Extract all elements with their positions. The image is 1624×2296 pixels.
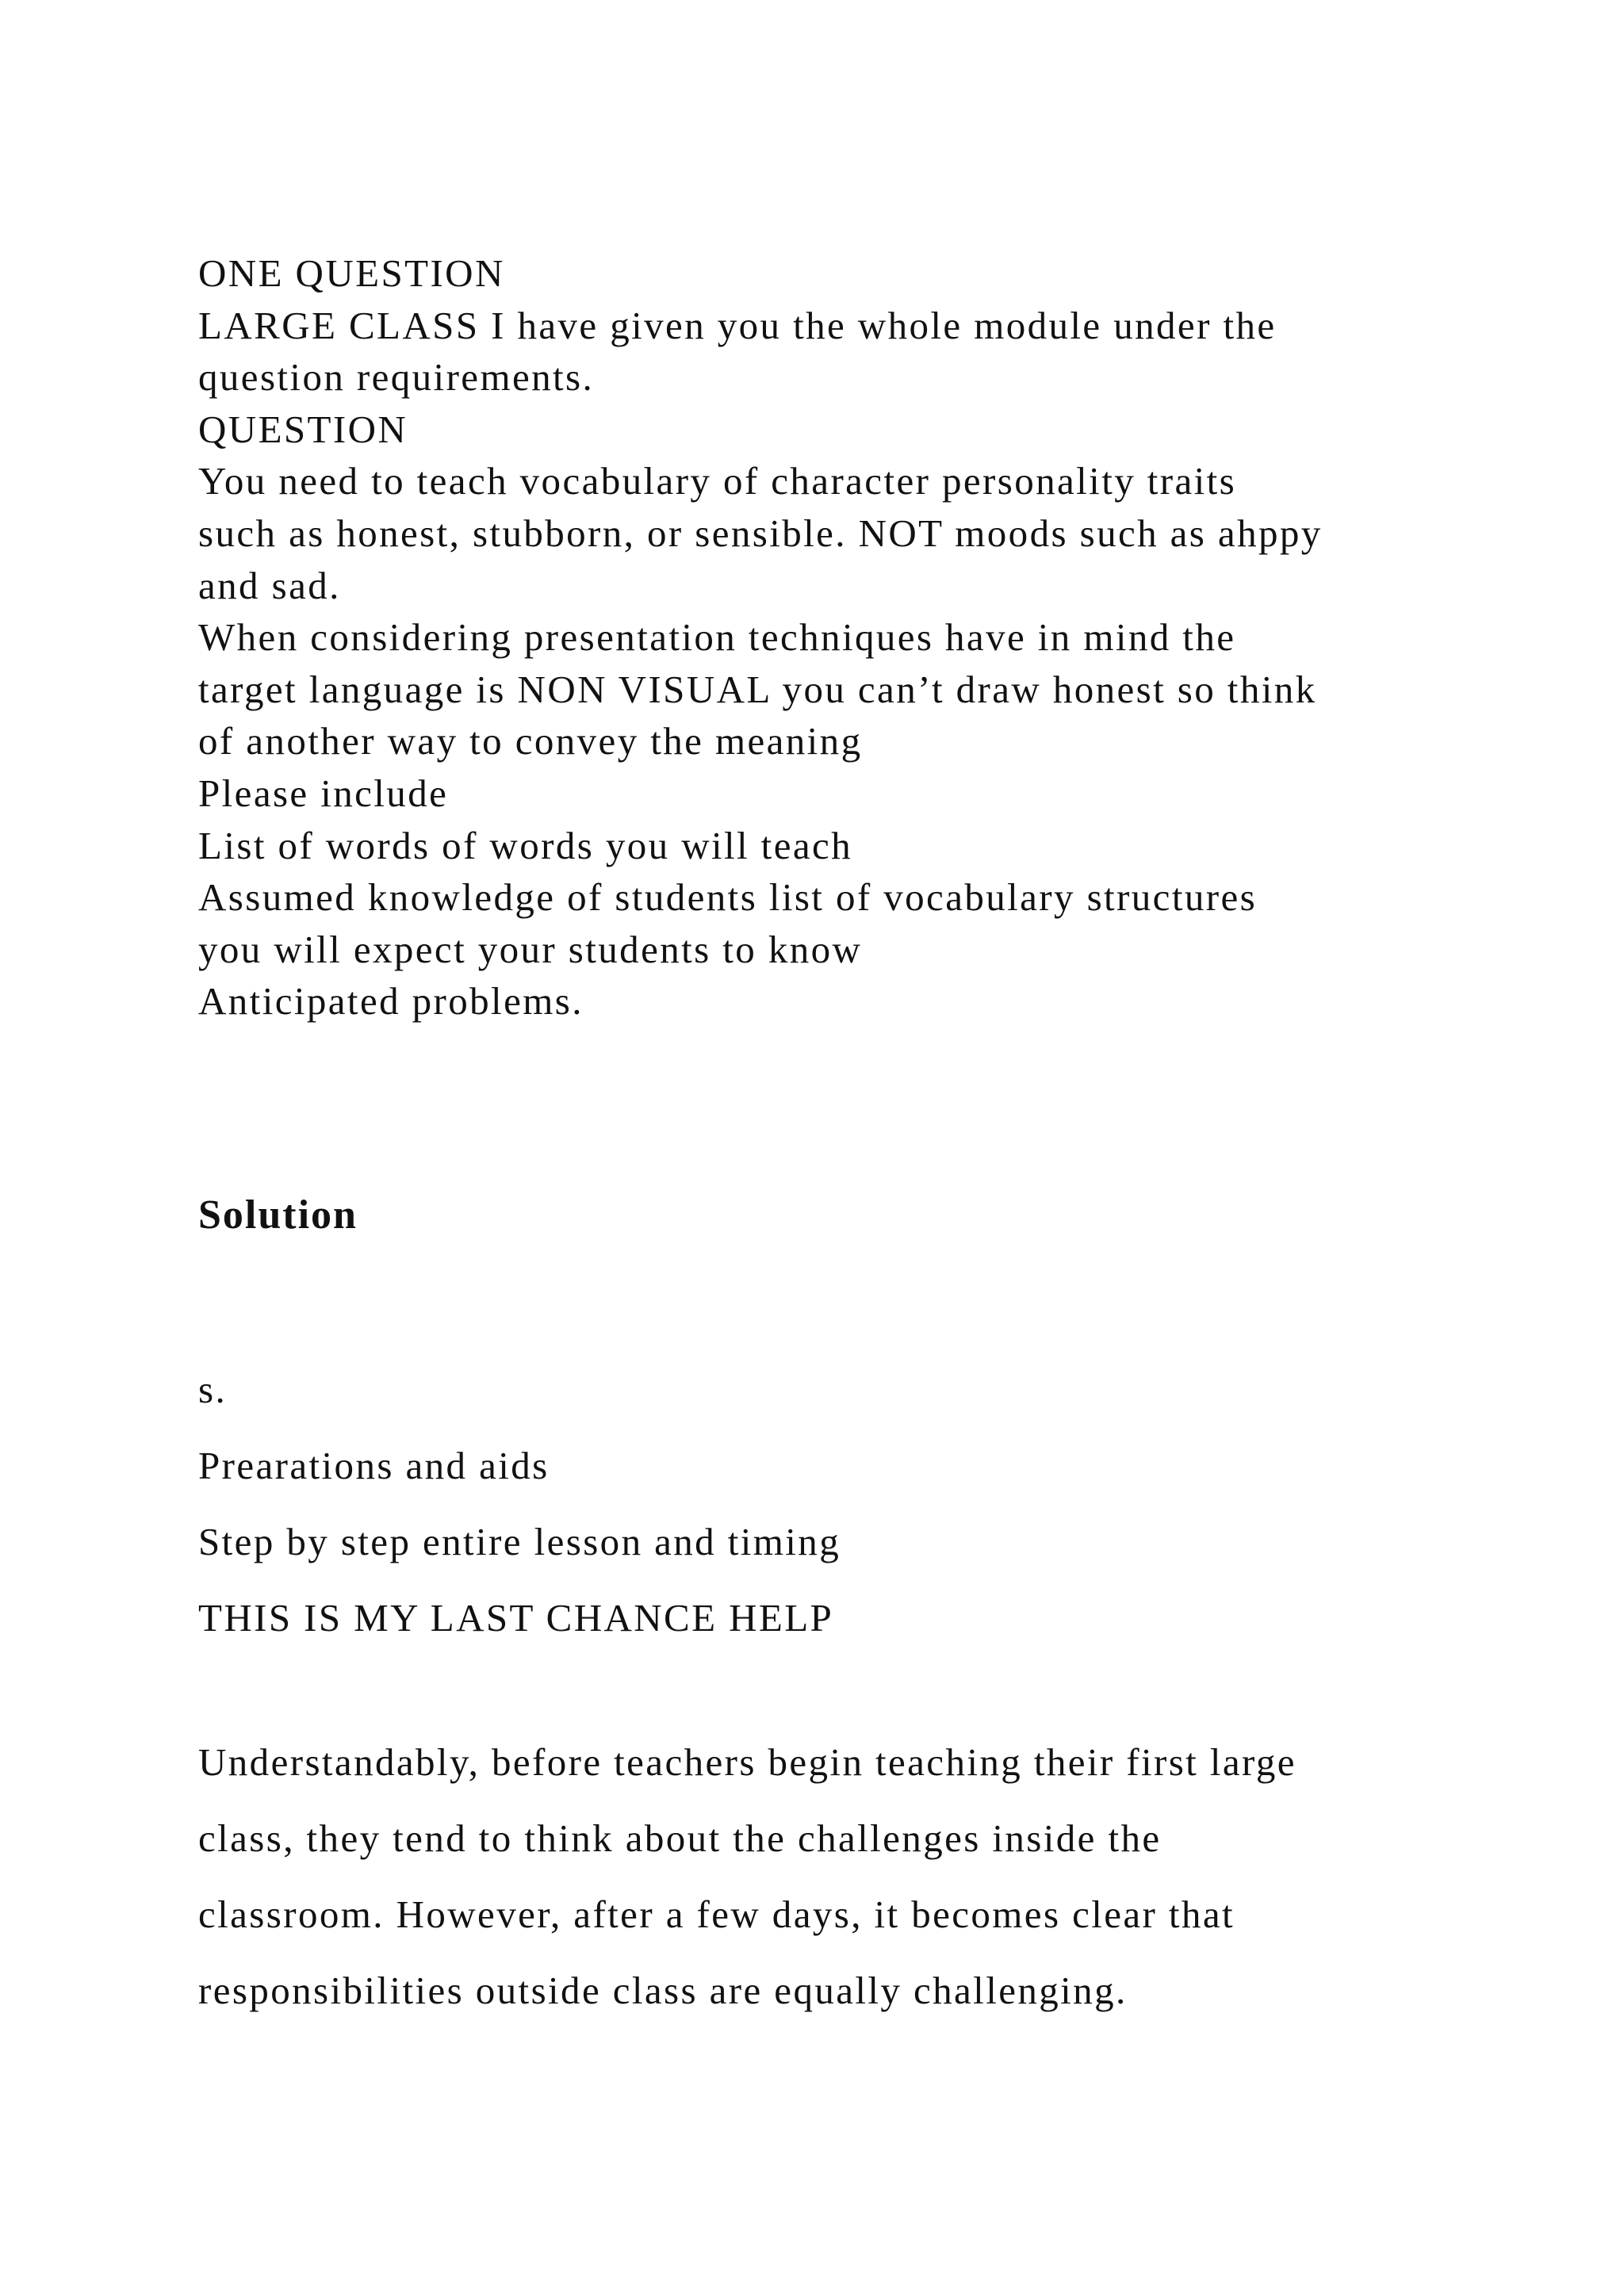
- question-line: You need to teach vocabulary of character personality traits: [198, 459, 1237, 503]
- question-line: ONE QUESTION: [198, 251, 505, 295]
- solution-line: Prearations and aids: [198, 1444, 550, 1487]
- question-line: Please include: [198, 771, 449, 815]
- answer-line: classroom. However, after a few days, it becomes clear that: [198, 1892, 1235, 1936]
- question-line: List of words of words you will teach: [198, 823, 853, 867]
- answer-line: Understandably, before teachers begin teaching their first large: [198, 1740, 1297, 1784]
- question-line: When considering presentation techniques have in mind the: [198, 615, 1236, 660]
- question-line: target language is NON VISUAL you can’t draw honest so think: [198, 667, 1317, 711]
- solution-line: Step by step entire lesson and timing: [198, 1520, 841, 1563]
- answer-paragraph: [198, 1724, 1467, 2029]
- question-line: you will expect your students to know: [198, 927, 863, 971]
- question-line: question requirements.: [198, 355, 595, 400]
- answer-line: responsibilities outside class are equally challenging.: [198, 1969, 1128, 2012]
- solution-line: s.: [198, 1368, 228, 1411]
- solution-line: THIS IS MY LAST CHANCE HELP: [198, 1596, 834, 1640]
- question-section: [198, 247, 1467, 1027]
- question-line: QUESTION: [198, 407, 408, 451]
- solution-heading: Solution: [198, 1192, 358, 1238]
- question-line: and sad.: [198, 563, 341, 607]
- answer-line: class, they tend to think about the challenges inside the: [198, 1816, 1162, 1860]
- question-line: Assumed knowledge of students list of vocabulary structures: [198, 875, 1258, 920]
- solution-section: [198, 1352, 1467, 1656]
- question-line: of another way to convey the meaning: [198, 719, 863, 763]
- question-line: LARGE CLASS I have given you the whole module under the: [198, 303, 1277, 347]
- question-line: such as honest, stubborn, or sensible. NOT moods such as ahppy: [198, 511, 1323, 555]
- question-line: Anticipated problems.: [198, 979, 584, 1024]
